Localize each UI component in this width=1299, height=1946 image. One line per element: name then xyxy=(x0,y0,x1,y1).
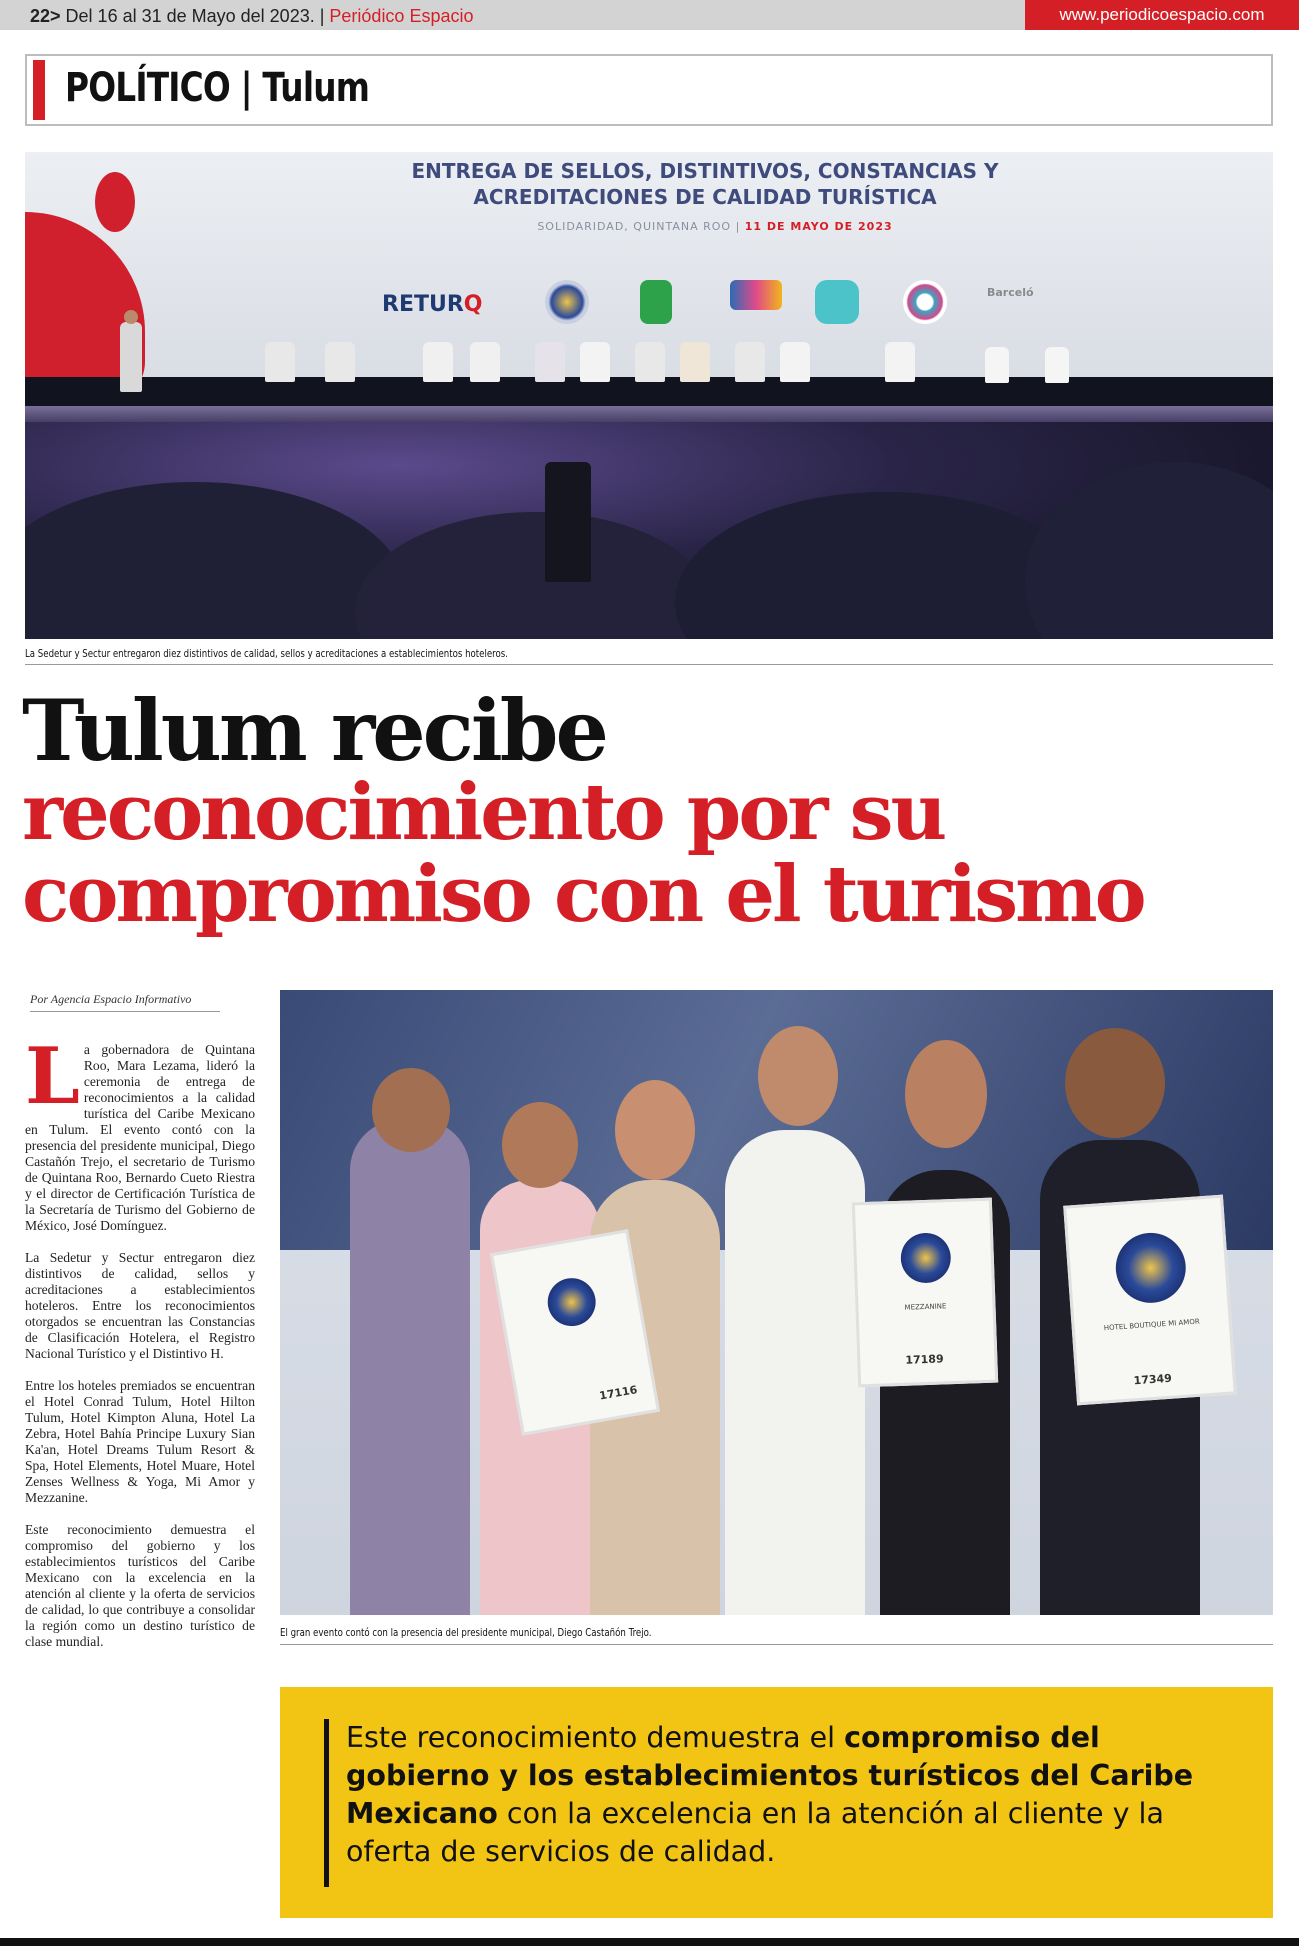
person-head xyxy=(1065,1028,1165,1138)
panelist-figure xyxy=(580,342,610,382)
screen-subtitle xyxy=(505,220,925,233)
drop-cap: L xyxy=(25,1031,80,1122)
issue-info xyxy=(30,6,474,27)
audience xyxy=(25,422,1273,639)
section-label: POLÍTICO | Tulum xyxy=(65,65,370,111)
pull-quote-text xyxy=(346,1719,1246,1871)
divider xyxy=(25,664,1273,665)
person-head xyxy=(905,1040,987,1148)
certificate-2 xyxy=(852,1198,998,1388)
circle-logo xyxy=(903,280,947,324)
panelist-figure xyxy=(635,342,665,382)
top-bar xyxy=(0,0,1299,30)
audience-group xyxy=(355,512,715,639)
headline-line2: reconocimiento por su xyxy=(22,767,945,858)
person-figure xyxy=(350,1120,470,1615)
pull-quote xyxy=(280,1687,1273,1918)
turismo-logo xyxy=(730,280,782,310)
group-photo xyxy=(280,990,1273,1615)
screen-date: 11 DE MAYO DE 2023 xyxy=(744,220,893,233)
retur-logo-text: RETUR xyxy=(382,292,464,317)
page-arrow: > xyxy=(50,6,61,26)
panelist-figure xyxy=(885,342,915,382)
website-link[interactable]: www.periodicoespacio.com xyxy=(1025,0,1299,30)
quote-bar xyxy=(324,1719,329,1887)
pull-quote-part2: con la excelencia en la atención al cliente y la oferta de servicios de calidad. xyxy=(346,1797,1164,1868)
audience-group xyxy=(1025,462,1273,639)
person-head xyxy=(372,1068,450,1152)
certificate-number: 17116 xyxy=(598,1383,639,1403)
article-paragraph-2: La Sedetur y Sectur entregaron diez distintivos de calidad, sellos y acreditaciones a establecimientos hoteleros. Entre los reconocimientos otorgados se encuentran las Constancias de Clasificación Hotelera, el Registro Nacional Turístico y el Distintivo H. xyxy=(25,1250,255,1361)
panelist-figure xyxy=(423,342,453,382)
article-paragraph-1 xyxy=(25,1031,255,1234)
pull-quote-bold: compromiso del gobierno y los establecimientos turísticos del Caribe Mexicano xyxy=(346,1721,1194,1830)
certificate-seal xyxy=(900,1232,952,1284)
panelist-figure xyxy=(780,342,810,382)
certificate-seal xyxy=(1113,1231,1188,1306)
article-paragraph-1-text: a gobernadora de Quintana Roo, Mara Lezama, lideró la ceremonia de entrega de reconocimientos a la calidad turística del Caribe Mexicano en Tulum. El evento contó con la presencia del presidente municipal, Diego Castañón Trejo, el secretario de Turismo de Quintana Roo, Bernardo Cueto Riestra y el director de Certificación Turística de la Secretaría de Turismo del Gobierno de México, José Domínguez. xyxy=(25,1042,255,1233)
panelist-figure xyxy=(470,342,500,382)
panelist-figure xyxy=(265,342,295,382)
headline-line1: Tulum recibe xyxy=(22,681,606,780)
sustainability-logo xyxy=(640,280,672,324)
headline-line3: compromiso con el turismo xyxy=(22,849,1144,940)
panelist-figure xyxy=(325,342,355,382)
decorative-ribbon-small xyxy=(95,172,135,232)
byline: Por Agencia Espacio Informativo xyxy=(30,992,220,1012)
section-header xyxy=(25,54,1273,126)
headline xyxy=(22,681,1292,940)
certificate-number: 17189 xyxy=(905,1352,944,1367)
panelist-figure xyxy=(735,342,765,382)
pull-quote-part1: Este reconocimiento demuestra el xyxy=(346,1721,845,1754)
person-figure xyxy=(725,1130,865,1615)
retur-logo-q: Q xyxy=(463,292,483,317)
person-head xyxy=(615,1080,695,1180)
section-accent-bar xyxy=(33,60,45,120)
certificate-3 xyxy=(1063,1195,1237,1406)
divider xyxy=(280,1644,1273,1645)
retur-logo xyxy=(382,292,482,317)
publication-name: Periódico Espacio xyxy=(329,6,474,26)
page-number: 22 xyxy=(30,6,51,26)
empty-chair xyxy=(985,347,1009,383)
speaker-figure xyxy=(120,322,142,392)
panelist-figure xyxy=(535,342,565,382)
panelist-figure xyxy=(680,342,710,382)
certificate-seal xyxy=(544,1274,600,1330)
certificate-name: HOTEL BOUTIQUE MI AMOR xyxy=(1103,1317,1200,1333)
person-head xyxy=(502,1102,578,1188)
screen-location: SOLIDARIDAD, QUINTANA ROO | xyxy=(537,220,745,233)
empty-chair xyxy=(1045,347,1069,383)
certificate-name: MEZZANINE xyxy=(904,1302,947,1312)
issue-date: Del 16 al 31 de Mayo del 2023. | xyxy=(60,6,330,26)
barcelo-logo: Barceló xyxy=(987,286,1034,299)
photo2-caption: El gran evento contó con la presencia del presidente municipal, Diego Castañón Trejo. xyxy=(280,1627,652,1639)
photographer-figure xyxy=(545,462,591,582)
teal-logo xyxy=(815,280,859,324)
screen-title-line1: ENTREGA DE SELLOS, DISTINTIVOS, CONSTANCIAS Y xyxy=(411,159,999,183)
article-paragraph-3: Entre los hoteles premiados se encuentran el Hotel Conrad Tulum, Hotel Hilton Tulum, Hotel Kimpton Aluna, Hotel La Zebra, Hotel Bahía Principe Luxury Sian Ka'an, Hotel Dreams Tulum Resort & Spa, Hotel Elements, Hotel Muare, Hotel Zenses Wellness & Yoga, Mi Amor y Mezzanine. xyxy=(25,1378,255,1505)
speaker-head xyxy=(124,310,138,324)
audience-group xyxy=(25,482,405,639)
person-head xyxy=(758,1026,838,1126)
bottom-bar xyxy=(0,1938,1299,1946)
screen-title xyxy=(405,158,1005,210)
article-column xyxy=(25,1031,255,1666)
article-paragraph-4: Este reconocimiento demuestra el compromiso del gobierno y los establecimientos turísticos del Caribe Mexicano con la excelencia en la atención al cliente y la oferta de servicios de calidad, lo que contribuye a consolidar la región como un destino turístico de clase mundial. xyxy=(25,1522,255,1649)
photo1-caption: La Sedetur y Sectur entregaron diez distintivos de calidad, sellos y acreditaciones a establecimientos hoteleros. xyxy=(25,648,509,660)
ceremony-photo xyxy=(25,152,1273,639)
seal-logo xyxy=(545,280,589,324)
certificate-number: 17349 xyxy=(1133,1371,1173,1388)
screen-title-line2: ACREDITACIONES DE CALIDAD TURÍSTICA xyxy=(473,185,937,209)
